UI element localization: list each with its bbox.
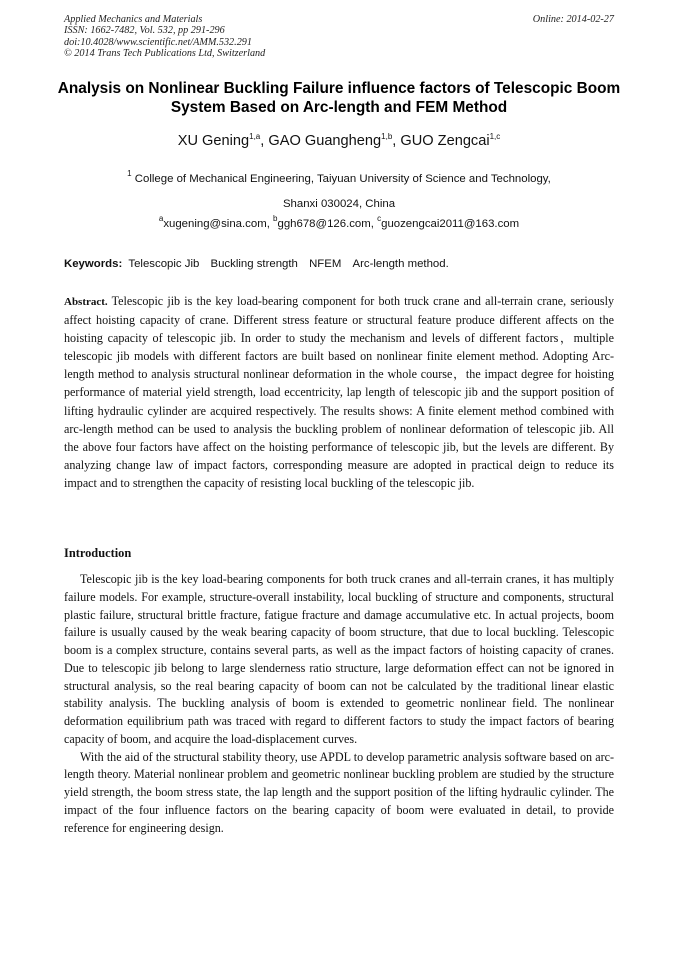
- author-sup: 1,a: [249, 132, 261, 141]
- section-heading: Introduction: [64, 546, 132, 560]
- issn-line: ISSN: 1662-7482, Vol. 532, pp 291-296: [64, 25, 225, 37]
- paper-title: Analysis on Nonlinear Buckling Failure influence factors of Telescopic Boom System Based on Arc-length and FEM Method: [57, 80, 621, 116]
- journal-header: [64, 14, 265, 60]
- email-sup: a: [158, 214, 164, 223]
- email-link[interactable]: ggh678@126.com: [277, 218, 371, 230]
- author-sep: ,: [392, 133, 401, 149]
- author-list: [40, 132, 638, 150]
- email-list: [40, 216, 638, 232]
- author-name: XU Gening: [177, 133, 250, 149]
- keyword: NFEM: [309, 258, 342, 270]
- affiliation-line-1: College of Mechanical Engineering, Taiyuan University of Science and Technology,: [134, 173, 551, 185]
- affiliation: [40, 167, 638, 217]
- keywords: [64, 256, 449, 272]
- affiliation-line-2: Shanxi 030024, China: [282, 198, 396, 210]
- keyword: Telescopic Jib: [128, 258, 200, 270]
- email-link[interactable]: xugening@sina.com: [163, 218, 267, 230]
- email-sup: c: [377, 214, 382, 223]
- abstract-text: Telescopic jib is the key load-bearing component for both truck crane and all-terrain crane, seriously affect hoisting capacity of crane. Different stress feature or structural feature produce different affects on the hoisting capacity of telescopic jib. In order to study the mechanism and levels of different factors，multiple telescopic jib models with different factors are built based on nonlinear finite element method. Adopting Arc-length method to analysis structural nonlinear deformation in the whole course，the impact degree for hoisting performance of material yield strength, load eccentricity, lap length of telescopic jib and the support position of lifting hydraulic cylinder are acquired respectively. The results shows: A finite element method combined with arc-length method can be used to analysis the buckling problem of nonlinear deformation of telescopic jib. All the above four factors have affect on the hoisting performance of telescopic jib, but the levels are different. By analyzing change law of impact factors, corresponding measure are adopted in practical deign to reduce its impact and to strengthen the capacity of resisting local buckling of the telescopic jib.: [64, 294, 614, 490]
- keyword: Buckling strength: [210, 258, 298, 270]
- intro-body: [64, 571, 614, 837]
- keywords-label: Keywords:: [64, 258, 123, 270]
- doi-line: doi:10.4028/www.scientific.net/AMM.532.291: [64, 36, 252, 48]
- journal-name: Applied Mechanics and Materials: [64, 14, 203, 25]
- keyword: Arc-length method.: [352, 258, 449, 270]
- author-sup: 1,b: [381, 132, 393, 141]
- affiliation-sup: 1: [127, 169, 132, 178]
- abstract-label: Abstract.: [64, 296, 108, 308]
- paragraph: Telescopic jib is the key load-bearing components for both truck cranes and all-terrain cranes, it has multiply failure models. For example, structure-overall instability, local buckling of structure and components, structural plastic failure, structural brittle fracture, fatigue fracture and damage accumulative etc. In actual projects, boom failure is usually caused by the weak bearing capacity of boom structure, that due to local buckling. Telescopic boom is a complex structure, contains several parts, as well as the impact factors of hoisting capacity of cranes. Due to telescopic jib belong to large slenderness ratio structure, large deformation effect can not be ignored in structural analysis, so the real bearing capacity of boom can not be calculated by the traditional linear elastic stability analysis. The buckling analysis of boom is extended to geometric nonlinear field. The nonlinear deformation equilibrium path was traced with regard to different factors to study the impact factors of bearing capacity of boom, and acquire the load-displacement curves.: [64, 572, 614, 746]
- email-sep: ,: [370, 218, 378, 230]
- author-sup: 1,c: [489, 132, 501, 141]
- email-link[interactable]: guozengcai2011@163.com: [381, 218, 520, 230]
- paragraph: With the aid of the structural stability theory, use APDL to develop parametric analysis software based on arc-length theory. Material nonlinear problem and geometric nonlinear buckling problem are studied by the structure yield strength, the boom stress state, the lap length and the support position of the lifting hydraulic cylinder. The impact of the four influence factors on the bearing capacity of boom were evaluated in detail, to provide reference for engineering design.: [64, 749, 614, 835]
- email-sup: b: [273, 214, 278, 223]
- copyright-line: © 2014 Trans Tech Publications Ltd, Switzerland: [64, 48, 266, 60]
- email-sep: ,: [266, 218, 274, 230]
- author-name: GAO Guangheng: [268, 133, 382, 149]
- online-date: Online: 2014-02-27: [532, 14, 614, 25]
- author-sep: ,: [260, 133, 269, 149]
- author-name: GUO Zengcai: [400, 133, 490, 149]
- abstract: [64, 292, 614, 492]
